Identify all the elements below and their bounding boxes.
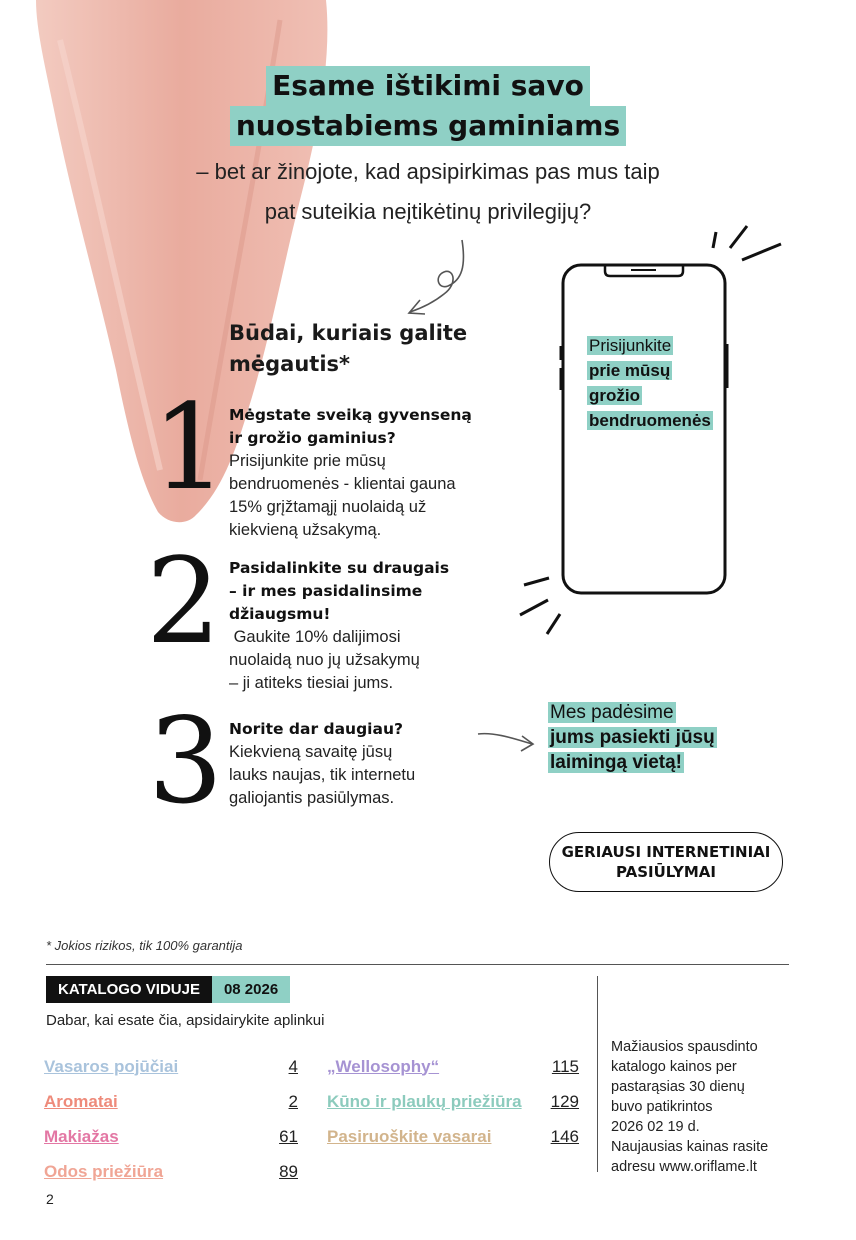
arrow-right-icon [476, 726, 540, 756]
step-2-heading-line-1: Pasidalinkite su draugais [229, 559, 450, 577]
toc-item-label[interactable]: „Wellosophy“ [327, 1056, 440, 1076]
toc-item-page[interactable]: 146 [550, 1126, 579, 1146]
step-1-body-line: kiekvieną užsakymą. [229, 521, 382, 539]
ways-heading [229, 318, 489, 380]
toc-left-column [44, 1049, 298, 1189]
step-3-heading-line-1: Norite dar daugiau? [229, 720, 403, 738]
price-notice-line: adresu www.oriflame.lt [611, 1159, 757, 1175]
divider [46, 964, 789, 965]
help-label-line-2: jums pasiekti jūsų [550, 727, 715, 748]
ways-heading-line-1: Būdai, kuriais galite [229, 321, 468, 345]
help-label-line-3: laimingą vietą! [550, 752, 682, 773]
cta-line-2: PASIŪLYMAI [615, 863, 716, 881]
toc-item-label[interactable]: Odos priežiūra [44, 1161, 164, 1181]
price-notice-line: Mažiausios spausdinto [611, 1039, 758, 1055]
toc-item[interactable] [327, 1049, 579, 1084]
toc-right-column [327, 1049, 579, 1154]
phone-label-line-4: bendruomenės [589, 411, 711, 430]
toc-item-label[interactable]: Vasaros pojūčiai [44, 1056, 179, 1076]
best-online-offers-button[interactable] [549, 832, 783, 892]
help-label [548, 700, 717, 775]
catalog-badge-date: 08 2026 [212, 976, 290, 1003]
price-notice-line: buvo patikrintos [611, 1099, 713, 1115]
footnote: * Jokios rizikos, tik 100% garantija [46, 938, 243, 953]
phone-label-line-2: prie mūsų [589, 361, 671, 380]
page-title [0, 66, 856, 146]
toc-item[interactable] [44, 1049, 298, 1084]
step-1-text [229, 404, 489, 542]
step-1-heading-line-2: ir grožio gaminius? [229, 429, 396, 447]
step-3-text [229, 718, 489, 810]
curly-arrow-icon [400, 236, 480, 320]
toc-item-page[interactable]: 2 [288, 1091, 298, 1111]
toc-item-page[interactable]: 89 [279, 1161, 298, 1181]
toc-item-label[interactable]: Kūno ir plaukų priežiūra [327, 1091, 522, 1111]
title-line-1: Esame ištikimi savo [266, 66, 590, 106]
price-notice-line: 2026 02 19 d. [611, 1119, 700, 1135]
phone-label-line-1: Prisijunkite [589, 336, 672, 355]
toc-item-label[interactable]: Pasiruoškite vasarai [327, 1126, 492, 1146]
step-3-body-line: galiojantis pasiūlymas. [229, 789, 395, 807]
subtitle-line-2: pat suteikia neįtikėtinų privilegijų? [264, 199, 592, 224]
step-2-heading-line-2: – ir mes pasidalinsime [229, 582, 423, 600]
price-notice-line: Naujausias kainas rasite [611, 1139, 769, 1155]
catalog-badge [46, 976, 290, 1003]
step-2-body-line: Gaukite 10% dalijimosi [229, 628, 401, 646]
cta-line-1: GERIAUSI INTERNETINIAI [561, 843, 771, 861]
toc-item-page[interactable]: 4 [288, 1056, 298, 1076]
toc-item[interactable] [44, 1084, 298, 1119]
step-2-body-line: – ji atiteks tiesiai jums. [229, 674, 394, 692]
step-1-body-line: Prisijunkite prie mūsų [229, 452, 386, 470]
toc-item-page[interactable]: 61 [279, 1126, 298, 1146]
catalog-badge-label: KATALOGO VIDUJE [46, 976, 212, 1003]
toc-item-label[interactable]: Aromatai [44, 1091, 118, 1111]
ways-heading-line-2: mėgautis* [229, 352, 350, 376]
toc-item[interactable] [44, 1154, 298, 1189]
step-1-body-line: 15% grįžtamąjį nuolaidą už [229, 498, 427, 516]
vertical-divider [597, 976, 598, 1172]
toc-item-page[interactable]: 115 [551, 1056, 579, 1076]
toc-item-page[interactable]: 129 [550, 1091, 579, 1111]
catalog-intro: Dabar, kai esate čia, apsidairykite aplinkui [46, 1012, 325, 1029]
price-notice-line: katalogo kainos per [611, 1059, 737, 1075]
phone-label-line-3: grožio [589, 386, 640, 405]
toc-item[interactable] [327, 1119, 579, 1154]
toc-item[interactable] [44, 1119, 298, 1154]
step-2-body-line: nuolaidą nuo jų užsakymų [229, 651, 420, 669]
help-label-line-1: Mes padėsime [550, 702, 674, 723]
step-number-3: 3 [148, 692, 224, 830]
step-1-heading-line-1: Mėgstate sveiką gyvenseną [229, 406, 472, 424]
step-2-heading-line-3: džiaugsmu! [229, 605, 331, 623]
price-notice-line: pastarąsias 30 dienų [611, 1079, 745, 1095]
subtitle-line-1: – bet ar žinojote, kad apsipirkimas pas mus taip [196, 159, 660, 184]
step-number-1: 1 [152, 378, 228, 516]
toc-item[interactable] [327, 1084, 579, 1119]
price-notice [611, 1037, 796, 1177]
step-number-2: 2 [146, 532, 222, 670]
toc-item-label[interactable]: Makiažas [44, 1126, 119, 1146]
phone-community-label [587, 333, 713, 433]
title-line-2: nuostabiems gaminiams [230, 106, 626, 146]
step-2-text [229, 557, 489, 695]
step-3-body-line: lauks naujas, tik internetu [229, 766, 416, 784]
step-1-body-line: bendruomenės - klientai gauna [229, 475, 456, 493]
page-number: 2 [46, 1191, 54, 1207]
step-3-body-line: Kiekvieną savaitę jūsų [229, 743, 393, 761]
